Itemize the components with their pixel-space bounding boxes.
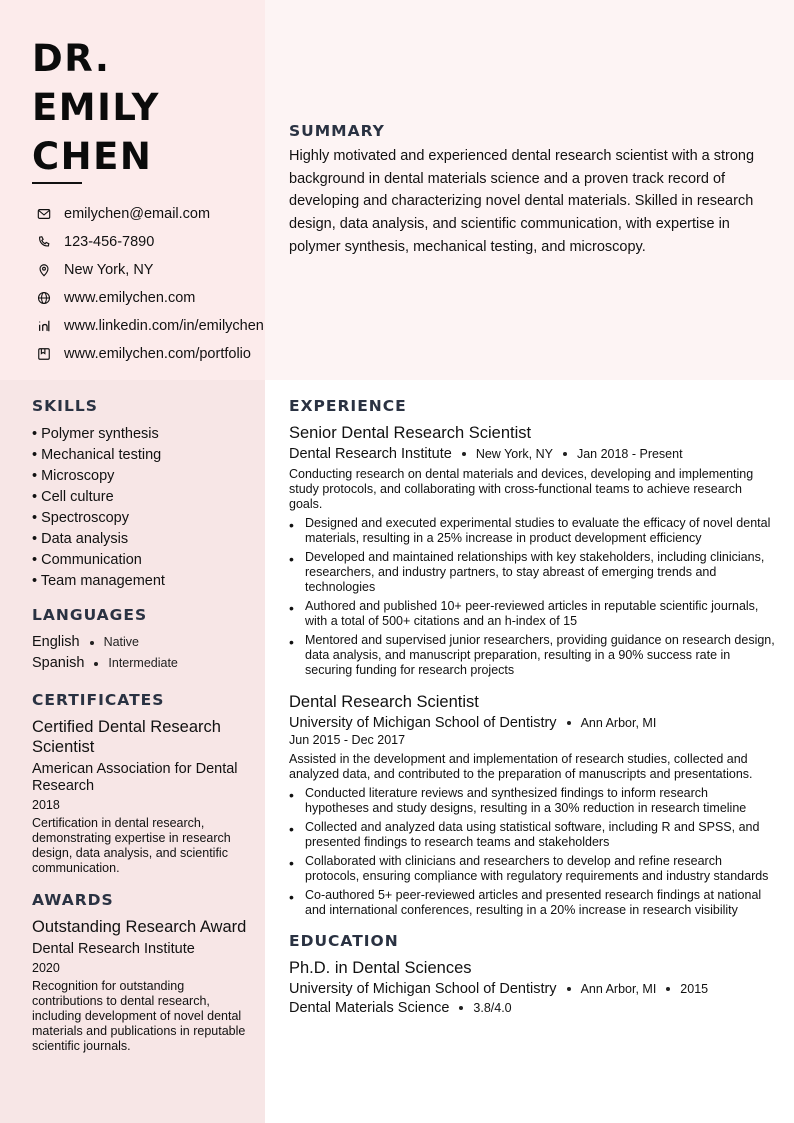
language-name: Spanish — [32, 655, 85, 671]
job-title: Dental Research Scientist — [289, 693, 479, 711]
job-bullets — [289, 786, 775, 918]
separator-dot — [462, 452, 466, 456]
separator-dot — [459, 1006, 463, 1010]
contact-website[interactable] — [32, 284, 264, 312]
linkedin-icon — [32, 314, 56, 338]
skill-item: • Cell culture — [32, 489, 114, 505]
bullet-text: Developed and maintained relationships with key stakeholders, including clinicians, researchers, and industry partners, to stay abreast of emerging trends and technologies — [305, 550, 765, 594]
sidebar-content — [32, 397, 247, 1054]
separator-dot — [567, 721, 571, 725]
award-title: Outstanding Research Award — [32, 918, 247, 936]
bullet-text: Mentored and supervised junior researchers, providing guidance on research design, data analysis, and manuscript preparation, resulting in a 90% success rate in securing funding for research projects — [305, 633, 775, 677]
skill-item: • Mechanical testing — [32, 447, 162, 463]
education-heading: EDUCATION — [289, 932, 399, 950]
skill-item: • Data analysis — [32, 531, 129, 547]
languages-heading: LANGUAGES — [32, 606, 148, 624]
award-year: 2020 — [32, 961, 60, 975]
contact-phone[interactable] — [32, 228, 264, 256]
job-bullets — [289, 516, 775, 678]
skills-heading: SKILLS — [32, 397, 98, 415]
certificate-year: 2018 — [32, 798, 60, 812]
bullet-item — [289, 786, 775, 816]
language-level: Native — [103, 635, 139, 649]
job-meta — [289, 446, 775, 462]
bullet-text: Designed and executed experimental studies to evaluate the efficacy of novel dental materials, resulting in a 25% increase in product development efficiency — [305, 516, 771, 545]
job-description: Assisted in the development and implementation of research studies, collected and analyzed data, and contributed to the preparation of manuscripts and presentations. — [289, 752, 753, 781]
bullet-item — [289, 854, 775, 884]
contact-email-text[interactable]: emilychen@email.com — [64, 206, 211, 222]
languages-list — [32, 632, 247, 674]
name-line: CHEN — [32, 135, 153, 178]
separator-dot — [90, 641, 94, 645]
education-meta — [289, 981, 775, 997]
summary-section — [289, 122, 769, 259]
certificate-title: Certified Dental Research Scientist — [32, 718, 221, 756]
separator-dot — [666, 987, 670, 991]
bullet-dot-icon: • — [289, 821, 294, 837]
language-row — [32, 653, 247, 674]
phone-icon — [32, 230, 56, 254]
bullet-dot-icon: • — [289, 634, 294, 650]
education-gpa: 3.8/4.0 — [473, 1001, 512, 1015]
location-pin-icon — [32, 258, 56, 282]
job-organization: Dental Research Institute — [289, 446, 452, 462]
bullet-dot-icon: • — [289, 889, 294, 905]
bullet-item — [289, 633, 775, 678]
bullet-dot-icon: • — [289, 551, 294, 567]
contact-email[interactable] — [32, 200, 264, 228]
portfolio-icon — [32, 342, 56, 366]
mail-icon — [32, 202, 56, 226]
bullet-text: Co-authored 5+ peer-reviewed articles and presented research findings at national and international conferences, resulting in a 20% increase in research visibility — [305, 888, 762, 917]
job-location: Ann Arbor, MI — [580, 716, 657, 730]
name-divider — [32, 182, 82, 184]
education-field-meta — [289, 1000, 775, 1016]
job-location: New York, NY — [475, 447, 553, 461]
bullet-dot-icon: • — [289, 855, 294, 871]
job-title: Senior Dental Research Scientist — [289, 424, 532, 442]
bullet-text: Collaborated with clinicians and researchers to develop and refine research protocols, ensuring compliance with regulatory requirements and industry standards — [305, 854, 769, 883]
education-field: Dental Materials Science — [289, 1000, 450, 1016]
experience-heading: EXPERIENCE — [289, 397, 407, 415]
job-entry — [289, 423, 775, 678]
contact-location — [32, 256, 264, 284]
skill-item: • Communication — [32, 552, 142, 568]
education-degree: Ph.D. in Dental Sciences — [289, 959, 472, 977]
contact-website-text[interactable]: www.emilychen.com — [64, 290, 196, 306]
contact-linkedin-text[interactable]: www.linkedin.com/in/emilychen — [64, 318, 264, 334]
language-row — [32, 632, 247, 653]
candidate-name — [32, 34, 252, 181]
certificate-description: Certification in dental research, demonstrating expertise in research design, data analysis, and scientific communication. — [32, 816, 231, 875]
job-meta — [289, 715, 775, 731]
skill-item: • Microscopy — [32, 468, 115, 484]
contact-linkedin[interactable] — [32, 312, 264, 340]
bullet-item — [289, 820, 775, 850]
job-entry — [289, 692, 775, 918]
awards-heading: AWARDS — [32, 891, 114, 909]
bullet-dot-icon: • — [289, 600, 294, 616]
globe-icon — [32, 286, 56, 310]
contact-portfolio[interactable] — [32, 340, 264, 368]
bullet-item — [289, 599, 775, 629]
summary-text: Highly motivated and experienced dental research scientist with a strong background in dental materials science and a proven track record of developing and characterizing novel dental materials. Skilled in research design, data analysis, and scientific communication, with expertise in polymer synthesis, mechanical testing, and microscopy. — [289, 148, 755, 255]
bullet-text: Authored and published 10+ peer-reviewed articles in reputable scientific journals, with a total of 500+ citations and an h-index of 15 — [305, 599, 759, 628]
award-description: Recognition for outstanding contributions to dental research, including development of novel dental materials and publications in reputable scientific journals. — [32, 979, 246, 1053]
main-content — [289, 397, 775, 1016]
certificate-issuer: American Association for Dental Research — [32, 761, 238, 794]
bullet-item — [289, 888, 775, 918]
contact-phone-text[interactable]: 123-456-7890 — [64, 234, 155, 250]
language-name: English — [32, 634, 80, 650]
certificates-heading: CERTIFICATES — [32, 691, 165, 709]
bullet-item — [289, 550, 775, 595]
name-line: EMILY — [32, 86, 160, 129]
bullet-text: Conducted literature reviews and synthesized findings to inform research hypotheses and study designs, resulting in a 30% reduction in research timeline — [305, 786, 747, 815]
education-location: Ann Arbor, MI — [580, 982, 657, 996]
skill-item: • Polymer synthesis — [32, 426, 159, 442]
separator-dot — [563, 452, 567, 456]
separator-dot — [567, 987, 571, 991]
contact-portfolio-text[interactable]: www.emilychen.com/portfolio — [64, 346, 251, 362]
language-level: Intermediate — [108, 656, 178, 670]
separator-dot — [94, 662, 98, 666]
name-line: DR. — [32, 37, 111, 80]
skill-item: • Spectroscopy — [32, 510, 129, 526]
education-school: University of Michigan School of Dentistry — [289, 981, 557, 997]
bullet-item — [289, 516, 775, 546]
bullet-dot-icon: • — [289, 787, 294, 803]
education-year: 2015 — [680, 982, 709, 996]
skill-item: • Team management — [32, 573, 165, 589]
job-dates: Jun 2015 - Dec 2017 — [289, 733, 406, 747]
job-organization: University of Michigan School of Dentistry — [289, 715, 557, 731]
bullet-text: Collected and analyzed data using statistical software, including R and SPSS, and presented findings to research teams and stakeholders — [305, 820, 760, 849]
skills-list — [32, 424, 247, 592]
contact-location-text: New York, NY — [64, 262, 154, 278]
summary-heading: SUMMARY — [289, 122, 385, 140]
bullet-dot-icon: • — [289, 517, 294, 533]
award-issuer: Dental Research Institute — [32, 941, 195, 957]
job-description: Conducting research on dental materials and devices, developing and implementing study protocols, and collaborating with cross-functional teams to achieve research goals. — [289, 467, 754, 511]
job-dates: Jan 2018 - Present — [576, 447, 683, 461]
contact-list — [32, 200, 264, 368]
